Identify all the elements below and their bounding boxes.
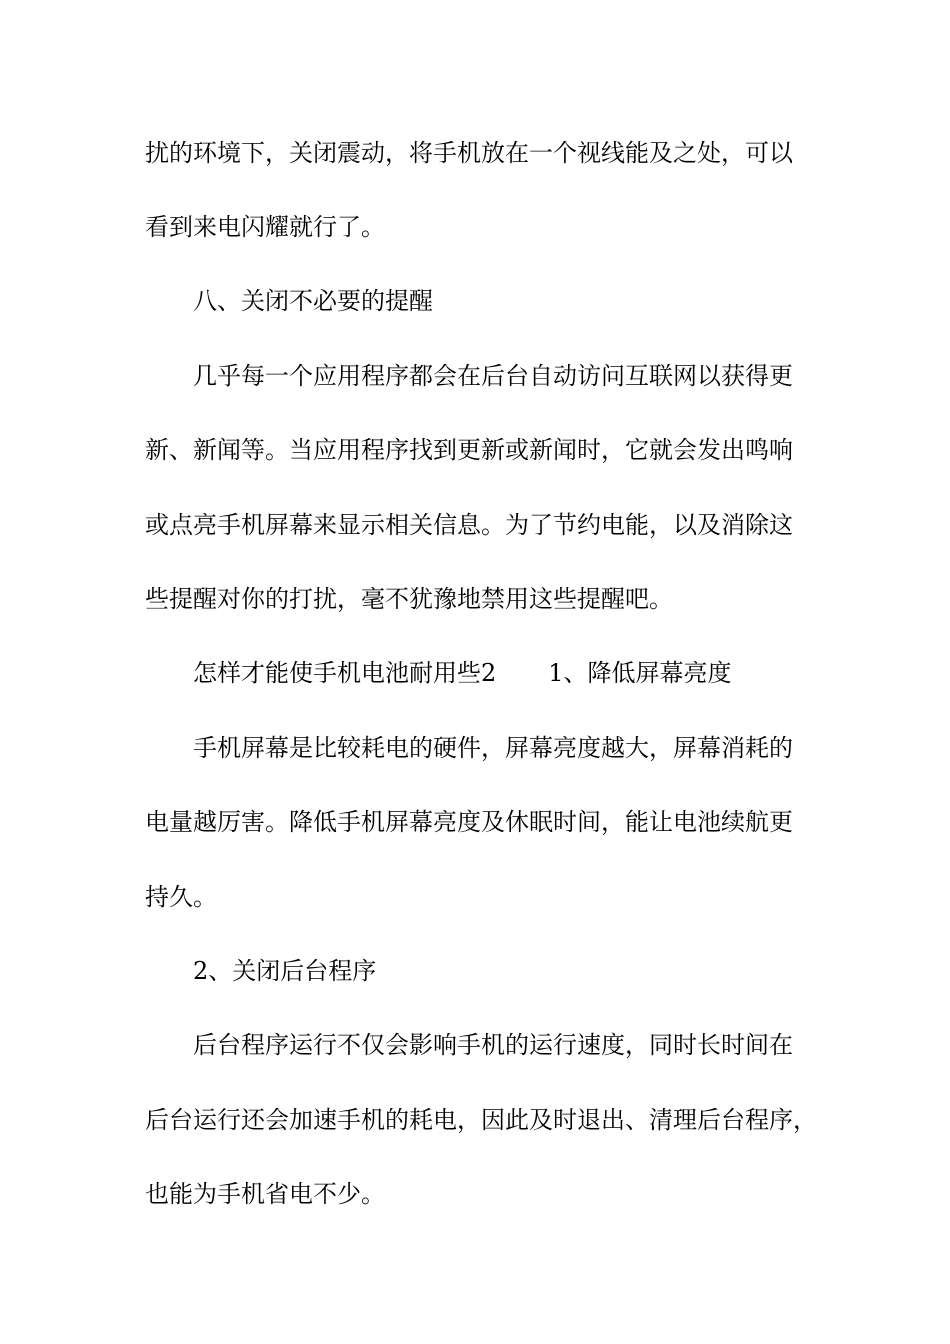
paragraph-line: 也能为手机省电不少。	[145, 1180, 385, 1208]
paragraph-line: 电量越厉害。降低手机屏幕亮度及休眠时间，能让电池续航更	[145, 808, 793, 836]
section-heading: 1、降低屏幕亮度	[548, 659, 732, 687]
paragraph-line: 持久。	[145, 883, 217, 911]
paragraph-line: 手机屏幕是比较耗电的硬件，屏幕亮度越大，屏幕消耗的	[193, 734, 793, 762]
paragraph-line: 后台运行还会加速手机的耗电，因此及时退出、清理后台程序，	[145, 1106, 817, 1134]
paragraph-line: 或点亮手机屏幕来显示相关信息。为了节约电能，以及消除这	[145, 511, 793, 539]
paragraph-line: 新、新闻等。当应用程序找到更新或新闻时，它就会发出鸣响	[145, 436, 793, 464]
section-heading-line	[193, 658, 873, 688]
paragraph-line: 些提醒对你的打扰，毫不犹豫地禁用这些提醒吧。	[145, 585, 673, 613]
paragraph-line: 后台程序运行不仅会影响手机的运行速度，同时长时间在	[193, 1031, 793, 1059]
paragraph-line: 几乎每一个应用程序都会在后台自动访问互联网以获得更	[193, 362, 793, 390]
paragraph-line: 看到来电闪耀就行了。	[145, 213, 385, 241]
paragraph-line: 扰的环境下，关闭震动，将手机放在一个视线能及之处，可以	[145, 139, 793, 167]
section-heading: 2、关闭后台程序	[193, 957, 377, 985]
section-heading: 八、关闭不必要的提醒	[193, 287, 433, 315]
document-subtitle: 怎样才能使手机电池耐用些2	[193, 659, 497, 687]
